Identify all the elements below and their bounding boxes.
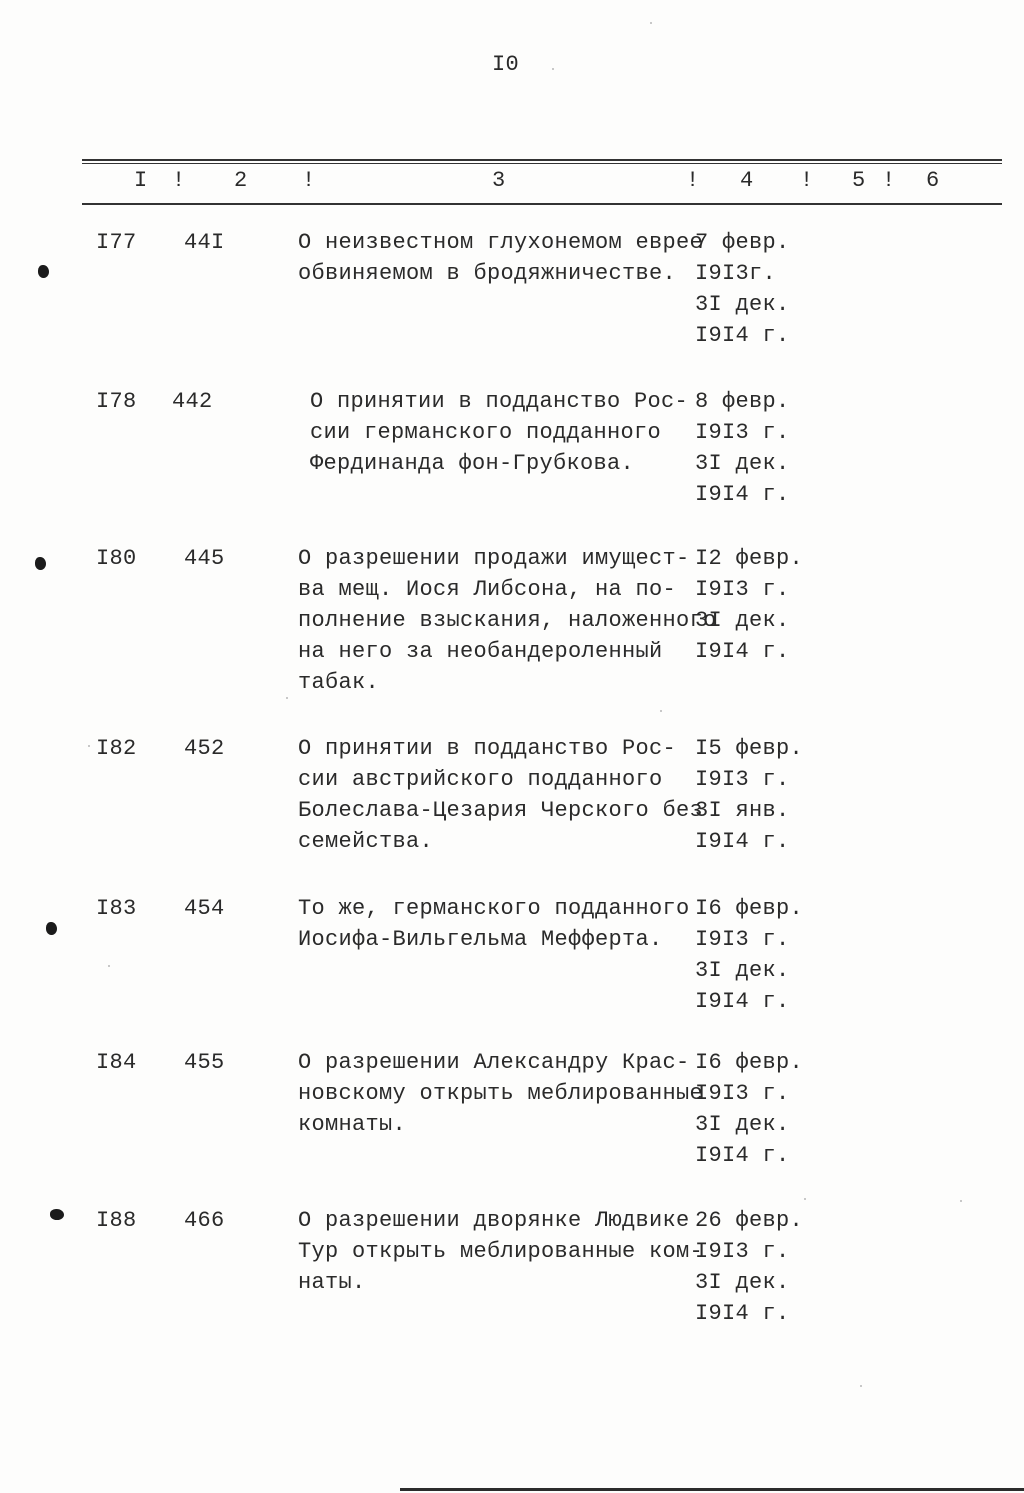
row-number: I80 bbox=[96, 546, 137, 571]
punch-hole-mark bbox=[46, 922, 57, 935]
header-separator: ! bbox=[882, 168, 896, 193]
header-col-1: I bbox=[134, 168, 148, 193]
case-number: 445 bbox=[184, 546, 225, 571]
header-col-3: 3 bbox=[492, 168, 506, 193]
case-title: О разрешении Александру Крас- новскому открыть меблированные комнаты. bbox=[298, 1050, 704, 1137]
case-dates: I6 февр. I9I3 г. 3I дек. I9I4 г. bbox=[695, 896, 804, 1014]
case-dates: 26 февр. I9I3 г. 3I дек. I9I4 г. bbox=[695, 1208, 804, 1326]
scan-bottom-edge bbox=[400, 1488, 1024, 1491]
row-number: I77 bbox=[96, 230, 137, 255]
table-top-rule bbox=[82, 159, 1002, 161]
scan-speck bbox=[286, 697, 288, 699]
header-col-5: 5 bbox=[852, 168, 866, 193]
case-title: О неизвестном глухонемом еврее обвиняемом в бродяжничестве. bbox=[298, 230, 704, 286]
header-col-4: 4 bbox=[740, 168, 754, 193]
case-number: 44I bbox=[184, 230, 225, 255]
case-number: 455 bbox=[184, 1050, 225, 1075]
row-number: I82 bbox=[96, 736, 137, 761]
header-separator: ! bbox=[800, 168, 814, 193]
case-dates: I2 февр. I9I3 г. 3I дек. I9I4 г. bbox=[695, 546, 804, 664]
scan-speck bbox=[804, 1198, 806, 1200]
header-col-2: 2 bbox=[234, 168, 248, 193]
case-dates: 8 февр. I9I3 г. 3I дек. I9I4 г. bbox=[695, 389, 790, 507]
case-title: То же, германского подданного Иосифа-Вильгельма Мефферта. bbox=[298, 896, 690, 952]
row-number: I88 bbox=[96, 1208, 137, 1233]
header-separator: ! bbox=[686, 168, 700, 193]
case-dates: I5 февр. I9I3 г. 3I янв. I9I4 г. bbox=[695, 736, 804, 854]
scan-speck bbox=[860, 1385, 862, 1387]
case-number: 466 bbox=[184, 1208, 225, 1233]
scan-speck bbox=[650, 22, 652, 24]
row-number: I78 bbox=[96, 389, 137, 414]
table-header-bottom-rule bbox=[82, 203, 1002, 205]
row-number: I84 bbox=[96, 1050, 137, 1075]
case-title: О принятии в подданство Рос- сии германского подданного Фердинанда фон-Грубкова. bbox=[310, 389, 689, 476]
header-separator: ! bbox=[172, 168, 186, 193]
case-title: О разрешении дворянке Людвике Тур открыть меблированные ком- наты. bbox=[298, 1208, 704, 1295]
case-dates: I6 февр. I9I3 г. 3I дек. I9I4 г. bbox=[695, 1050, 804, 1168]
case-title: О разрешении продажи имущест- ва мещ. Иося Либсона, на по- полнение взыскания, наложенного на него за необандероленный табак. bbox=[298, 546, 717, 695]
scan-speck bbox=[108, 965, 110, 967]
row-number: I83 bbox=[96, 896, 137, 921]
case-number: 452 bbox=[184, 736, 225, 761]
punch-hole-mark bbox=[38, 265, 49, 278]
case-title: О принятии в подданство Рос- сии австрийского подданного Болеслава-Цезария Черского без семейства. bbox=[298, 736, 704, 854]
scan-speck bbox=[660, 710, 662, 712]
case-number: 442 bbox=[172, 389, 213, 414]
scan-speck bbox=[88, 745, 90, 747]
case-dates: 7 февр. I9I3г. 3I дек. I9I4 г. bbox=[695, 230, 790, 348]
punch-hole-mark bbox=[50, 1209, 64, 1220]
punch-hole-mark bbox=[35, 557, 46, 570]
scan-speck bbox=[552, 68, 554, 70]
header-col-6: 6 bbox=[926, 168, 940, 193]
page-number: I0 bbox=[492, 52, 520, 77]
header-separator: ! bbox=[302, 168, 316, 193]
scan-speck bbox=[960, 1200, 962, 1202]
case-number: 454 bbox=[184, 896, 225, 921]
table-top-rule-inner bbox=[82, 163, 1002, 164]
